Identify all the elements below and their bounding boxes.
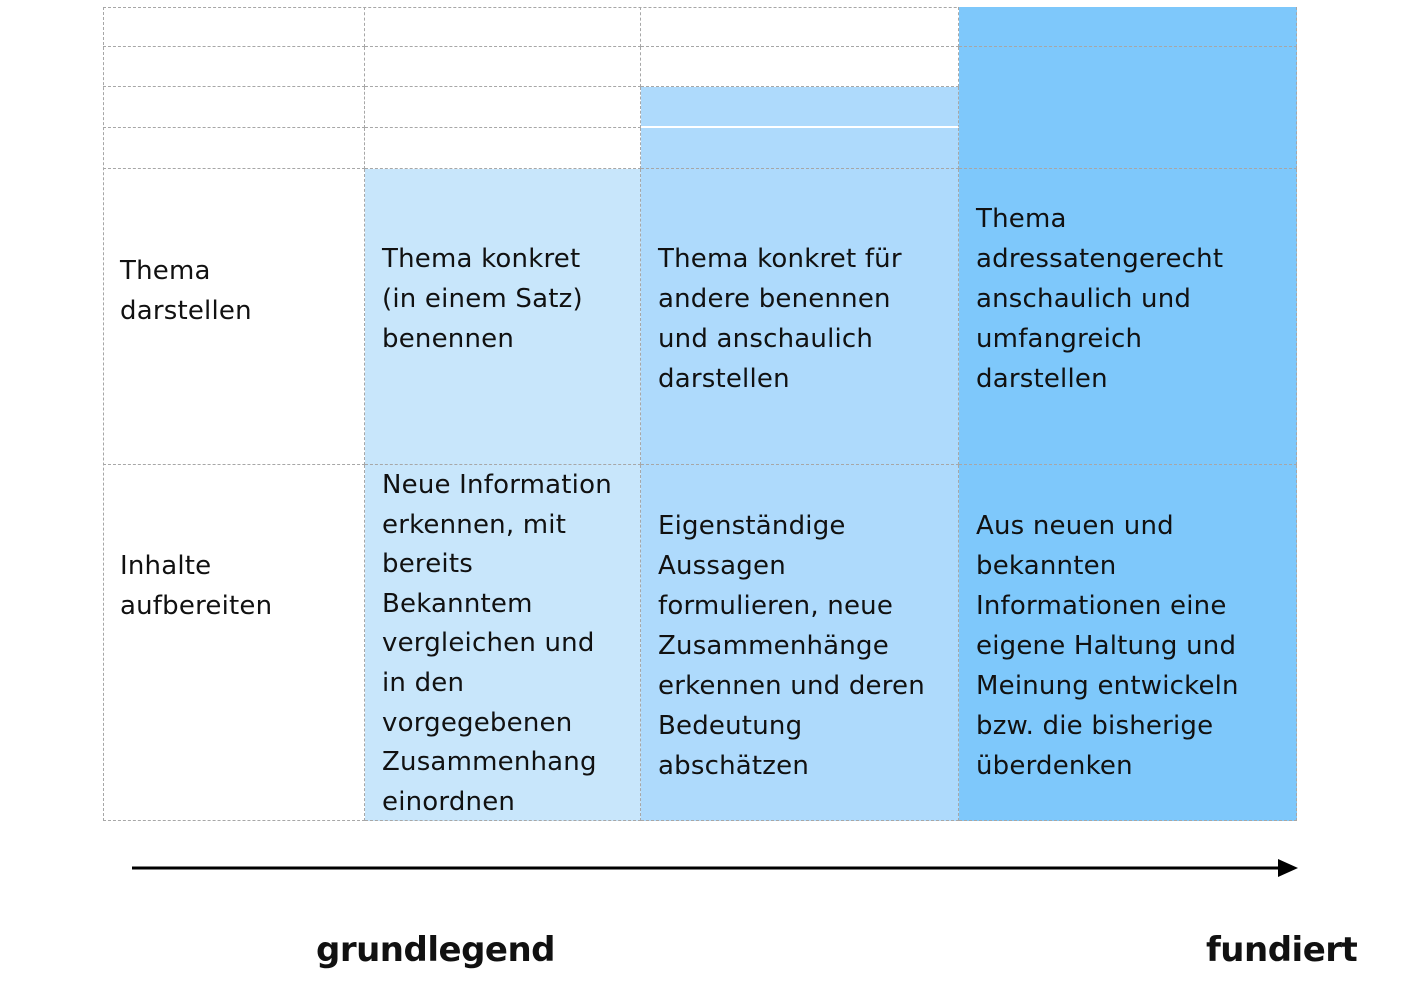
header-cell-empty <box>103 87 365 128</box>
row-label: Inhalte aufbereiten <box>120 551 273 621</box>
header-cell-empty <box>103 7 365 47</box>
header-cell-empty <box>365 7 641 47</box>
competency-cell-level-3 <box>959 465 1297 821</box>
cell-text: Thema konkret für andere benennen und anschaulich darstellen <box>658 244 902 394</box>
header-cell-empty <box>103 47 365 87</box>
row-label-cell <box>103 465 365 821</box>
cell-text: Neue Information erkennen, mit bereits Bekanntem vergleichen und in den vorgegebenen Zusammenhang einordnen <box>382 470 612 817</box>
competency-cell-level-1 <box>365 169 641 465</box>
header-cell-level-3 <box>959 47 1297 169</box>
scale-start-label: grundlegend <box>316 930 556 970</box>
competency-cell-level-3 <box>959 169 1297 465</box>
header-cell-empty <box>365 87 641 128</box>
row-label-cell <box>103 169 365 465</box>
header-cell-level-2 <box>641 128 959 169</box>
row-label: Thema darstellen <box>120 256 252 326</box>
header-cell-empty <box>641 7 959 47</box>
cell-text: Eigenständige Aussagen formulieren, neue Zusammenhänge erkennen und deren Bedeutung abschätzen <box>658 511 925 781</box>
cell-text: Thema konkret (in einem Satz) benennen <box>382 244 583 354</box>
cell-text: Aus neuen und bekannten Informationen eine eigene Haltung und Meinung entwickeln bzw. die bisherige überdenken <box>976 511 1239 781</box>
competency-cell-level-2 <box>641 169 959 465</box>
competency-grid <box>103 7 1297 821</box>
competency-cell-level-2 <box>641 465 959 821</box>
header-cell-empty <box>365 47 641 87</box>
header-cell-level-2 <box>641 87 959 128</box>
competency-cell-level-1 <box>365 465 641 821</box>
header-cell-empty <box>103 128 365 169</box>
header-cell-empty <box>641 47 959 87</box>
scale-end-label: fundiert <box>1206 930 1358 970</box>
header-cell-level-3 <box>959 7 1297 47</box>
header-cell-empty <box>365 128 641 169</box>
progression-arrow <box>132 857 1300 879</box>
cell-text: Thema adressatengerecht anschaulich und umfangreich darstellen <box>976 204 1224 394</box>
